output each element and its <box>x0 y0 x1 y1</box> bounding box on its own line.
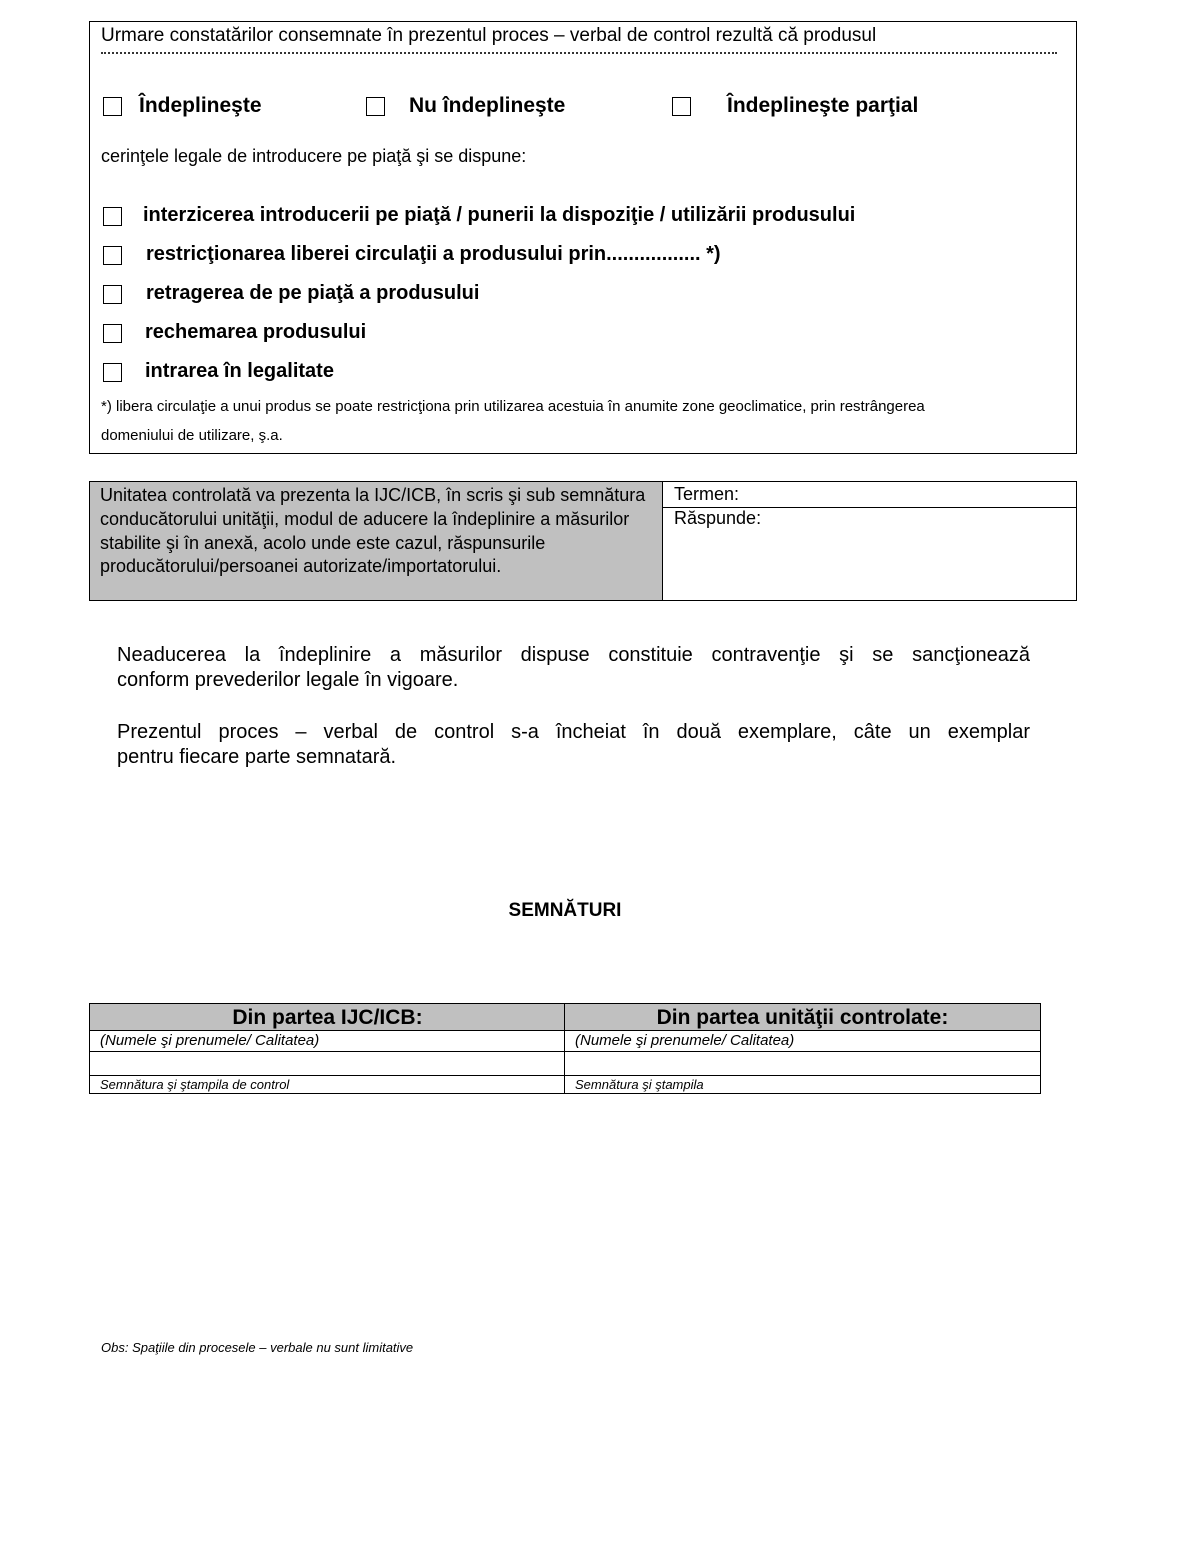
checkbox-measure-legalitate[interactable] <box>103 363 122 382</box>
copies-paragraph-line-2: pentru fiecare parte semnatară. <box>117 746 397 768</box>
measure-retragere-label: retragerea de pe piaţă a produsului <box>146 282 480 304</box>
checkbox-measure-retragere[interactable] <box>103 285 122 304</box>
responsible-label: Răspunde: <box>674 508 762 528</box>
option-nu-indeplineste-label: Nu îndeplineşte <box>409 94 566 117</box>
signatures-row-divider-2 <box>90 1075 1040 1076</box>
right-name-field: (Numele şi prenumele/ Calitatea) <box>575 1032 795 1049</box>
option-indeplineste-label: Îndeplineşte <box>139 94 262 117</box>
left-name-field: (Numele şi prenumele/ Calitatea) <box>100 1032 320 1049</box>
findings-box <box>89 21 1077 454</box>
left-signature-header: Din partea IJC/ICB: <box>90 1004 565 1031</box>
checkbox-indeplineste[interactable] <box>103 97 122 116</box>
measure-legalitate-label: intrarea în legalitate <box>145 360 334 382</box>
obligation-text: Unitatea controlată va prezenta la IJC/ICB, în scris şi sub semnătura conducătorului unităţii, modul de aducere la îndeplinire a măsurilor stabilite şi în anexă, acolo unde este cazul, răspunsurile producătorului/persoanei autorizate/importatorului. <box>100 485 646 577</box>
dotted-fill-line <box>101 52 1057 54</box>
obligation-text-cell <box>90 482 663 600</box>
conditions-text: cerinţele legale de introducere pe piaţă şi se dispune: <box>101 146 527 166</box>
term-label: Termen: <box>674 484 740 504</box>
checkbox-measure-rechemare[interactable] <box>103 324 122 343</box>
sanction-paragraph-line-1: Neaducerea la îndeplinire a măsurilor dispuse constituie contravenţie şi se sancţionează <box>117 644 1030 666</box>
footnote-line-2: domeniului de utilizare, ş.a. <box>101 427 283 444</box>
right-name-input[interactable] <box>565 1052 1040 1075</box>
checkbox-indeplineste-partial[interactable] <box>672 97 691 116</box>
left-name-input[interactable] <box>90 1052 564 1075</box>
obligation-box <box>89 481 1077 601</box>
right-sign-field: Semnătura şi ştampila <box>575 1077 704 1092</box>
findings-intro: Urmare constatărilor consemnate în prezentul proces – verbal de control rezultă că produsul <box>101 25 877 46</box>
checkbox-measure-restrictionare[interactable] <box>103 246 122 265</box>
option-indeplineste-partial-label: Îndeplineşte parţial <box>727 94 919 117</box>
sanction-paragraph <box>117 643 1030 693</box>
left-sign-field: Semnătura şi ştampila de control <box>100 1077 290 1092</box>
sanction-paragraph-line-2: conform prevederilor legale în vigoare. <box>117 669 459 691</box>
signatures-title: SEMNĂTURI <box>508 900 622 921</box>
checkbox-nu-indeplineste[interactable] <box>366 97 385 116</box>
copies-paragraph <box>117 720 1030 770</box>
footnote-line-1: *) libera circulaţie a unui produs se poate restricţiona prin utilizarea acestuia în anumite zone geoclimatice, prin restrângerea <box>101 398 925 415</box>
measure-interzicere-label: interzicerea introducerii pe piaţă / punerii la dispoziţie / utilizării produsului <box>143 204 856 226</box>
measure-restrictionare-label: restricţionarea liberei circulaţii a produsului prin................. *) <box>146 243 721 265</box>
observation-note: Obs: Spaţiile din procesele – verbale nu sunt limitative <box>101 1340 414 1355</box>
signatures-table <box>89 1003 1041 1094</box>
signatures-column-divider <box>564 1004 565 1093</box>
right-signature-header: Din partea unităţii controlate: <box>565 1004 1040 1031</box>
checkbox-measure-interzicere[interactable] <box>103 207 122 226</box>
copies-paragraph-line-1: Prezentul proces – verbal de control s-a încheiat în două exemplare, câte un exemplar <box>117 721 1030 743</box>
measure-rechemare-label: rechemarea produsului <box>145 321 367 343</box>
